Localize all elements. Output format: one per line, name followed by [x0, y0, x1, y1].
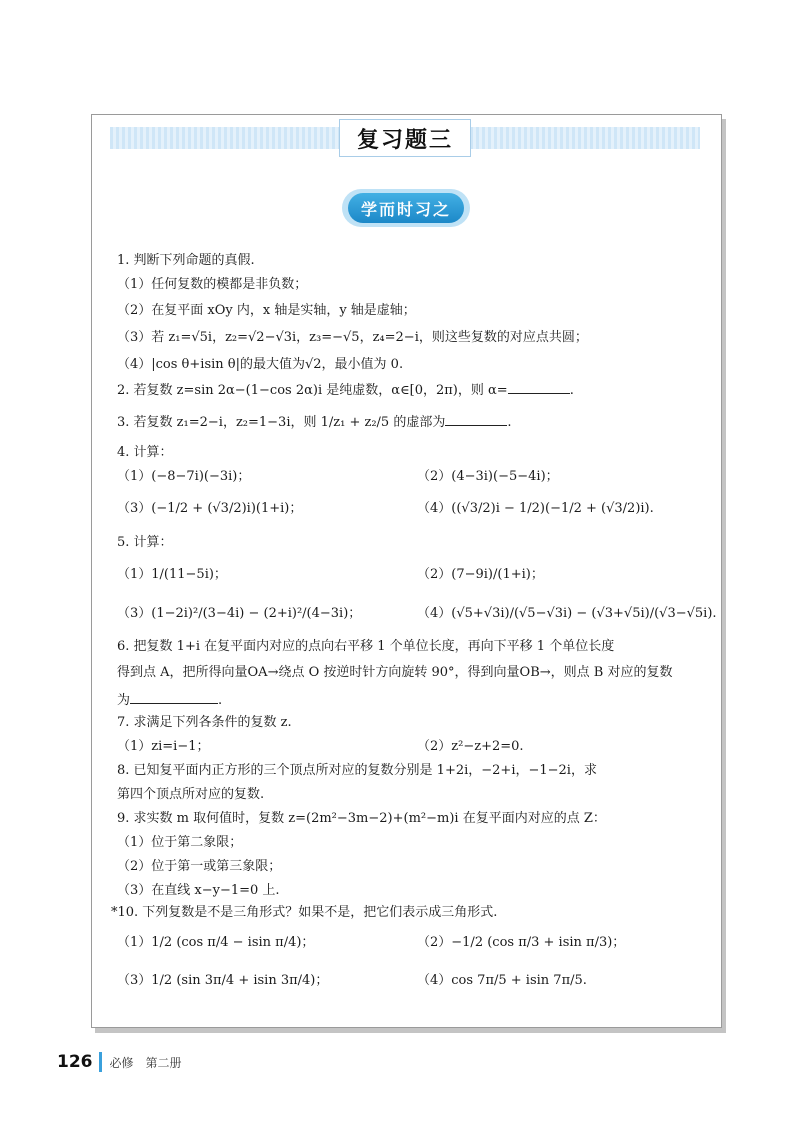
answer-blank[interactable]	[130, 690, 218, 704]
problem-8-line-2: 第四个顶点所对应的复数.	[117, 787, 265, 802]
problem-3-text: 3. 若复数 z₁=2−i，z₂=1−3i，则 1/z₁ + z₂/5 的虚部为	[117, 415, 446, 430]
problem-2: 2. 若复数 z=sin 2α−(1−cos 2α)i 是纯虚数，α∈[0，2π)，则 α= .	[117, 380, 574, 400]
problem-5: 5. 计算：	[117, 535, 173, 550]
problem-8-line-1: 8. 已知复平面内正方形的三个顶点所对应的复数分别是 1+2i，−2+i，−1−2i，求	[117, 763, 597, 778]
problem-1-part-2: （2）在复平面 xOy 内，x 轴是实轴，y 轴是虚轴；	[117, 303, 416, 318]
problem-6-line-2: 得到点 A，把所得向量OA→绕点 O 按逆时针方向旋转 90°，得到向量OB→，则点 B 对应的复数	[117, 665, 673, 680]
problem-3: 3. 若复数 z₁=2−i，z₂=1−3i，则 1/z₁ + z₂/5 的虚部为 .	[117, 412, 511, 432]
answer-blank[interactable]	[508, 380, 570, 394]
answer-blank[interactable]	[445, 412, 507, 426]
problem-10-part-3: （3）1/2 (sin 3π/4 + isin 3π/4)；	[117, 973, 329, 988]
problem-9: 9. 求实数 m 取何值时，复数 z=(2m²−3m−2)+(m²−m)i 在复平面内对应的点 Z：	[117, 811, 606, 826]
problem-1-part-1: （1）任何复数的模都是非负数；	[117, 277, 308, 292]
problem-9-part-1: （1）位于第二象限；	[117, 835, 243, 850]
problem-7-part-1: （1）zi=i−1；	[117, 739, 210, 754]
problem-4: 4. 计算：	[117, 445, 173, 460]
problem-1-part-3: （3）若 z₁=√5i，z₂=√2−√3i，z₃=−√5，z₄=2−i，则这些复数的对应点共圆；	[117, 330, 588, 345]
problem-10: *10. 下列复数是不是三角形式？如果不是，把它们表示成三角形式.	[111, 905, 498, 920]
problem-6-text: 为	[117, 693, 131, 708]
page-number: 126	[57, 1052, 93, 1072]
problem-7: 7. 求满足下列各条件的复数 z.	[117, 715, 292, 730]
problem-5-part-3: （3）(1−2i)²/(3−4i) − (2+i)²/(4−3i)；	[117, 606, 362, 621]
problem-10-part-1: （1）1/2 (cos π/4 − isin π/4)；	[117, 935, 315, 950]
problem-9-part-3: （3）在直线 x−y−1=0 上.	[117, 883, 280, 898]
problem-6-line-3: 为 .	[117, 690, 222, 710]
problem-7-part-2: （2）z²−z+2=0.	[417, 739, 524, 754]
section-title: 复习题三	[339, 119, 471, 157]
problem-1: 1. 判断下列命题的真假.	[117, 253, 255, 268]
problem-10-part-4: （4）cos 7π/5 + isin 7π/5.	[417, 973, 587, 988]
page-footer	[57, 1052, 182, 1072]
problem-4-part-3: （3）(−1/2 + (√3/2)i)(1+i)；	[117, 501, 303, 516]
problem-10-part-2: （2）−1/2 (cos π/3 + isin π/3)；	[417, 935, 626, 950]
book-title: 必修 第二册	[109, 1055, 182, 1070]
problem-4-part-4: （4）((√3/2)i − 1/2)(−1/2 + (√3/2)i).	[417, 501, 654, 516]
problem-4-part-2: （2）(4−3i)(−5−4i)；	[417, 469, 559, 484]
problem-5-part-4: （4）(√5+√3i)/(√5−√3i) − (√3+√5i)/(√3−√5i).	[417, 606, 717, 621]
problem-2-text: 2. 若复数 z=sin 2α−(1−cos 2α)i 是纯虚数，α∈[0，2π)，则 α=	[117, 383, 508, 398]
problem-5-part-1: （1）1/(11−5i)；	[117, 567, 227, 582]
problem-5-part-2: （2）(7−9i)/(1+i)；	[417, 567, 544, 582]
problem-6-line-1: 6. 把复数 1+i 在复平面内对应的点向右平移 1 个单位长度，再向下平移 1 个单位长度	[117, 639, 615, 654]
problem-4-part-1: （1）(−8−7i)(−3i)；	[117, 469, 251, 484]
study-badge: 学而时习之	[348, 193, 464, 223]
footer-divider	[99, 1052, 102, 1072]
problem-1-part-4: （4）|cos θ+isin θ|的最大值为√2，最小值为 0.	[117, 357, 404, 372]
problem-9-part-2: （2）位于第一或第三象限；	[117, 859, 282, 874]
